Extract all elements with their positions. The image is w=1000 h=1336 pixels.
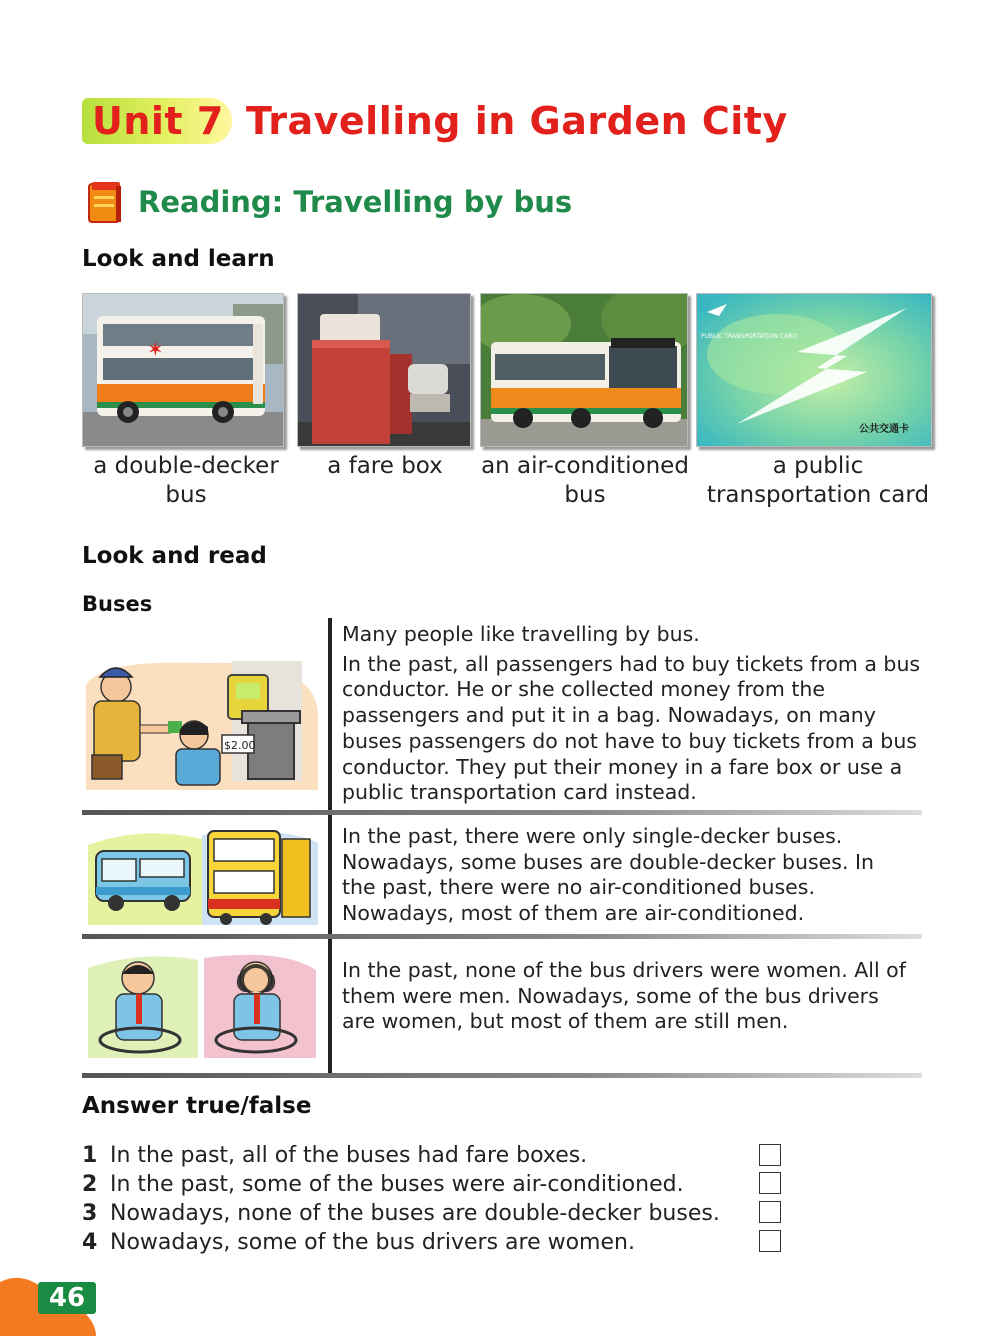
air-conditioned-bus-photo (480, 293, 688, 447)
paragraph-line: are women, but most of them are still men. (342, 1009, 789, 1034)
paragraph-line: Nowadays, some buses are double-decker buses. In (342, 849, 875, 874)
page-title: Travelling in Garden City (246, 99, 788, 143)
page-number: 46 (38, 1282, 96, 1314)
question-4 (82, 1228, 635, 1257)
answer-heading: Answer true/false (82, 1093, 312, 1119)
double-decker-photo (82, 293, 284, 447)
paragraph-line: conductor. He or she collected money from the (342, 677, 825, 702)
transportation-card-photo (696, 293, 932, 447)
question-text: Nowadays, none of the buses are double-decker buses. (110, 1201, 720, 1226)
row-divider-2 (328, 815, 332, 936)
paragraph-line: In the past, all passengers had to buy tickets from a bus (342, 651, 921, 676)
conductor-illustration (82, 655, 322, 790)
paragraph-line: In the past, there were only single-decker buses. (342, 824, 843, 848)
fare-sign: $2.00 (224, 739, 256, 752)
section-title: Reading: Travelling by bus (138, 185, 573, 219)
paragraph-line: buses passengers do not have to buy tickets from a bus (342, 728, 917, 753)
question-number: 2 (82, 1172, 98, 1197)
answer-checkbox-1[interactable] (759, 1144, 781, 1166)
question-text: In the past, all of the buses had fare boxes. (110, 1143, 588, 1168)
look-and-learn-heading: Look and learn (82, 246, 275, 272)
paragraph-line: the past, there were no air-conditioned buses. (342, 875, 815, 900)
paragraph-line: Many people like travelling by bus. (342, 622, 700, 646)
caption-air-conditioned: an air-conditioned bus (481, 453, 689, 508)
look-and-read-heading: Look and read (82, 543, 267, 569)
row-divider-1 (328, 618, 332, 812)
question-text: Nowadays, some of the bus drivers are women. (110, 1230, 635, 1255)
paragraph-line: passengers and put it in a bag. Nowadays, on many (342, 703, 876, 728)
paragraph-bus-types (342, 824, 874, 927)
row-divider-3 (328, 939, 332, 1075)
paragraph-fares (342, 622, 920, 806)
row-separator-1 (82, 810, 922, 815)
row-separator-3 (82, 1073, 922, 1078)
paragraph-line: them were men. Nowadays, some of the bus drivers (342, 983, 879, 1008)
paragraph-line: In the past, none of the bus drivers were women. All of (342, 958, 906, 982)
row-separator-2 (82, 934, 922, 939)
unit-label: Unit 7 (92, 99, 224, 143)
buses-subheading: Buses (82, 592, 153, 616)
answer-checkbox-4[interactable] (759, 1230, 781, 1252)
question-text: In the past, some of the buses were air-conditioned. (110, 1172, 684, 1197)
question-2 (82, 1170, 684, 1199)
question-number: 4 (82, 1230, 98, 1255)
answer-checkbox-3[interactable] (759, 1201, 781, 1223)
question-3 (82, 1199, 720, 1228)
question-number: 3 (82, 1201, 98, 1226)
paragraph-line: conductor. They put their money in a fare box or use a (342, 754, 903, 779)
buses-illustration (82, 825, 322, 925)
drivers-illustration (82, 948, 322, 1063)
caption-fare-box: a fare box (327, 453, 443, 479)
question-number: 1 (82, 1143, 98, 1168)
caption-transportation-card: a public transportation card (706, 453, 930, 508)
answer-checkbox-2[interactable] (759, 1172, 781, 1194)
card-text-en: PUBLIC TRANSPORTATION CARD (701, 333, 797, 340)
book-icon (86, 180, 124, 224)
question-1 (82, 1141, 587, 1170)
paragraph-line: Nowadays, most of them are air-conditioned. (342, 901, 805, 926)
fare-box-photo (297, 293, 471, 447)
card-text-zh: 公共交通卡 (859, 424, 909, 435)
paragraph-drivers (342, 958, 906, 1035)
svg-text:✶: ✶ (147, 337, 164, 361)
paragraph-line: public transportation card instead. (342, 780, 697, 805)
caption-double-decker: a double-decker bus (93, 453, 279, 508)
